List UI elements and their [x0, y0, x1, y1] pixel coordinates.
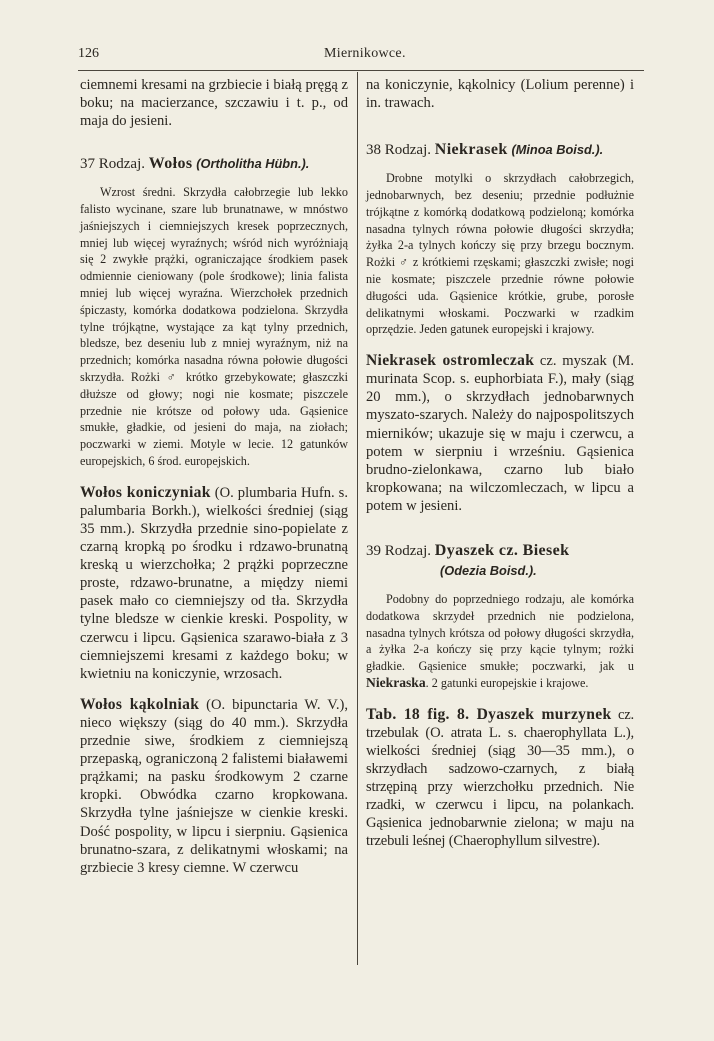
header-rule: [78, 70, 644, 71]
species-alt-name: cz. trzebulak: [366, 706, 634, 741]
description-text: Podobny do poprzedniego rodzaju, ale komórka dodatkowa skrzydeł przednich nie podzielona, nasadna tylnych krótsza od połowy długości skrzydła, a żyłka 2-a kończy się przy kącie tylnym; rożki gładkie. Gąsienice smukłe; poczwarki, jak u: [366, 592, 634, 674]
species-name: Niekrasek ostromleczak: [366, 352, 535, 370]
running-head: Miernikowce.: [324, 46, 406, 61]
genus-number: 39 Rodzaj.: [366, 543, 431, 559]
genus-description: Wzrost średni. Skrzydła całobrzegie lub lekko falisto wycinane, szare lub brunatnawe, w mnóstwo jaśniejszych i ciemniejszych kresek poprzecznych, mniej lub więcej wyraźnych; wśród nich wyróżniają się 2 zwykłe prążki, ograniczające środkiem pasek odmiennie cieniowany (pole środkowe); linia falista mniej lub więcej wyraźna. Wierzchołek przednich śpiczasty, komórka dodatkowa podzielona. Skrzydła tylne trójkątne, wystające za kąt tylny przednich, bledsze, bez deseniu lub z mniej wyraźnym, niż na przednich; komórka nasadna równa połowie długości skrzydła. Rożki ♂ krótko grzebykowate; głaszczki dłuższe od głowy; nogi nie kosmate; piszczele przednie nie krótsze od połowy uda. Gąsienice smukłe, gładkie, od jesieni do maja, na ziołach; poczwarki w ziemi. Motyle w lecie. 12 gatunków europejskich, 6 środ. europejskich.: [80, 185, 348, 469]
genus-description: Drobne motylki o skrzydłach całobrzegich, jednobarwnych, bez deseniu; przednie podłużnie trójkątne z komórką dodatkową podzieloną; komórka nasadna tylnych równa połowie długości skrzydła; żyłka 2-a tylnych kończy się przy brzegu bocznym. Rożki ♂ z krótkiemi rzęskami; głaszczki zwisłe; nogi nie kosmate; piszczele przednie równe połowie długości uda. Gąsienice krótkie, grube, porosłe delikatnymi włoskami. Poczwarki w rzadkim oprzędzie. Jeden gatunek europejski i krajowy.: [366, 171, 634, 337]
right-column: [366, 76, 634, 851]
genus-description: [366, 591, 634, 692]
species-text: (O. bipunctaria W. V.), nieco większy (siąg do 40 mm.). Skrzydła przednie siwe, środkiem z ciemniejszą przepaską, ograniczoną 2 falistemi białawemi prążkami; na pasku środkowym 2 czarne kropki. Obwódka czarno kropkowana. Skrzydła tylne jaśniejsze w cienkie kreski. Dość pospolity, w lipcu i sierpniu. Gąsienica brunatno-szara, z delikatnymi włoskami; na grzbiecie 3 kresy ciemne. W czerwcu: [80, 696, 349, 876]
species-text: (O. plumbaria Hufn. s. palumbaria Borkh.), wielkości średniej (siąg 35 mm.). Skrzydła przednie sino-popielate z czarną kropką po środku i rdzawo-brunatną kreską u wierzchołka; 2 prążki poprzeczne proste, rdzawo-brunatne, a między niemi pasek mało co ciemniejszy od tła. Skrzydła tylne bledsze w cienkie kreski. Pospolity, w czerwcu i lipcu. Gąsienica szarawo-biała z 3 ciemniejszemi kresami z każdego boku; w kwietniu na koniczynie, wrzosach.: [80, 484, 348, 682]
species-entry: [366, 352, 634, 515]
genus-heading-38: [366, 140, 634, 160]
column-divider: [357, 72, 358, 965]
species-name: Tab. 18 fig. 8. Dyaszek murzynek: [366, 705, 612, 723]
left-column: [80, 76, 348, 877]
genus-heading-37: [80, 154, 348, 174]
species-entry: [80, 484, 348, 683]
page-header: [78, 46, 644, 66]
description-text: . 2 gatunki europejskie i krajowe.: [425, 675, 589, 690]
continuation-paragraph: na koniczynie, kąkolnicy (Lolium perenne) i in. trawach.: [366, 77, 634, 112]
genus-name: Wołos: [148, 155, 193, 173]
page-number: 126: [78, 46, 99, 61]
genus-name: Dyaszek cz. Biesek: [434, 542, 570, 559]
species-text: cz. myszak (M. murinata Scop. s. euphorbiata F.), mały (siąg 20 mm.), o skrzydłach jednobarwnych myszato-szarych. Należy do najpospolitszych mierników; ukazuje się w maju i czerwcu, a potem w sierpniu i wrześniu. Gąsienica brudno-zielonkawa, czarno lub biało kropkowana; na wilczomleczach, w lipcu a potem w jesieni.: [366, 353, 634, 514]
genus-authority: (Minoa Boisd.).: [511, 142, 604, 158]
species-text: (O. atrata L. s. chaerophyllata L.), wielkości średniej (siąg 30—35 mm.), o skrzydłach sadzowo-czarnych, z białą strzępiną przy wierzchołku przednich. Nie rzadki, w czerwcu i lipcu, na polankach. Gąsienica jednobarwnie zielona; w maju na trzebuli leśnej (Chaerophyllum silvestre).: [366, 724, 634, 850]
genus-authority: (Ortholitha Hübn.).: [196, 156, 310, 172]
species-entry: [366, 706, 634, 851]
genus-authority: (Odezia Boisd.).: [440, 563, 537, 578]
species-name: Wołos koniczyniak: [80, 483, 211, 501]
species-entry: [80, 696, 348, 877]
genus-number: 38 Rodzaj.: [366, 142, 431, 159]
genus-name: Niekrasek: [434, 141, 508, 159]
genus-number: 37 Rodzaj.: [80, 156, 145, 173]
genus-reference: Niekraska: [366, 674, 426, 690]
continuation-paragraph: ciemnemi kresami na grzbiecie i białą pręgą z boku; na macierzance, szczawiu i t. p., od maja do jesieni.: [80, 77, 348, 130]
genus-heading-39: [366, 541, 634, 581]
species-name: Wołos kąkolniak: [80, 695, 200, 713]
